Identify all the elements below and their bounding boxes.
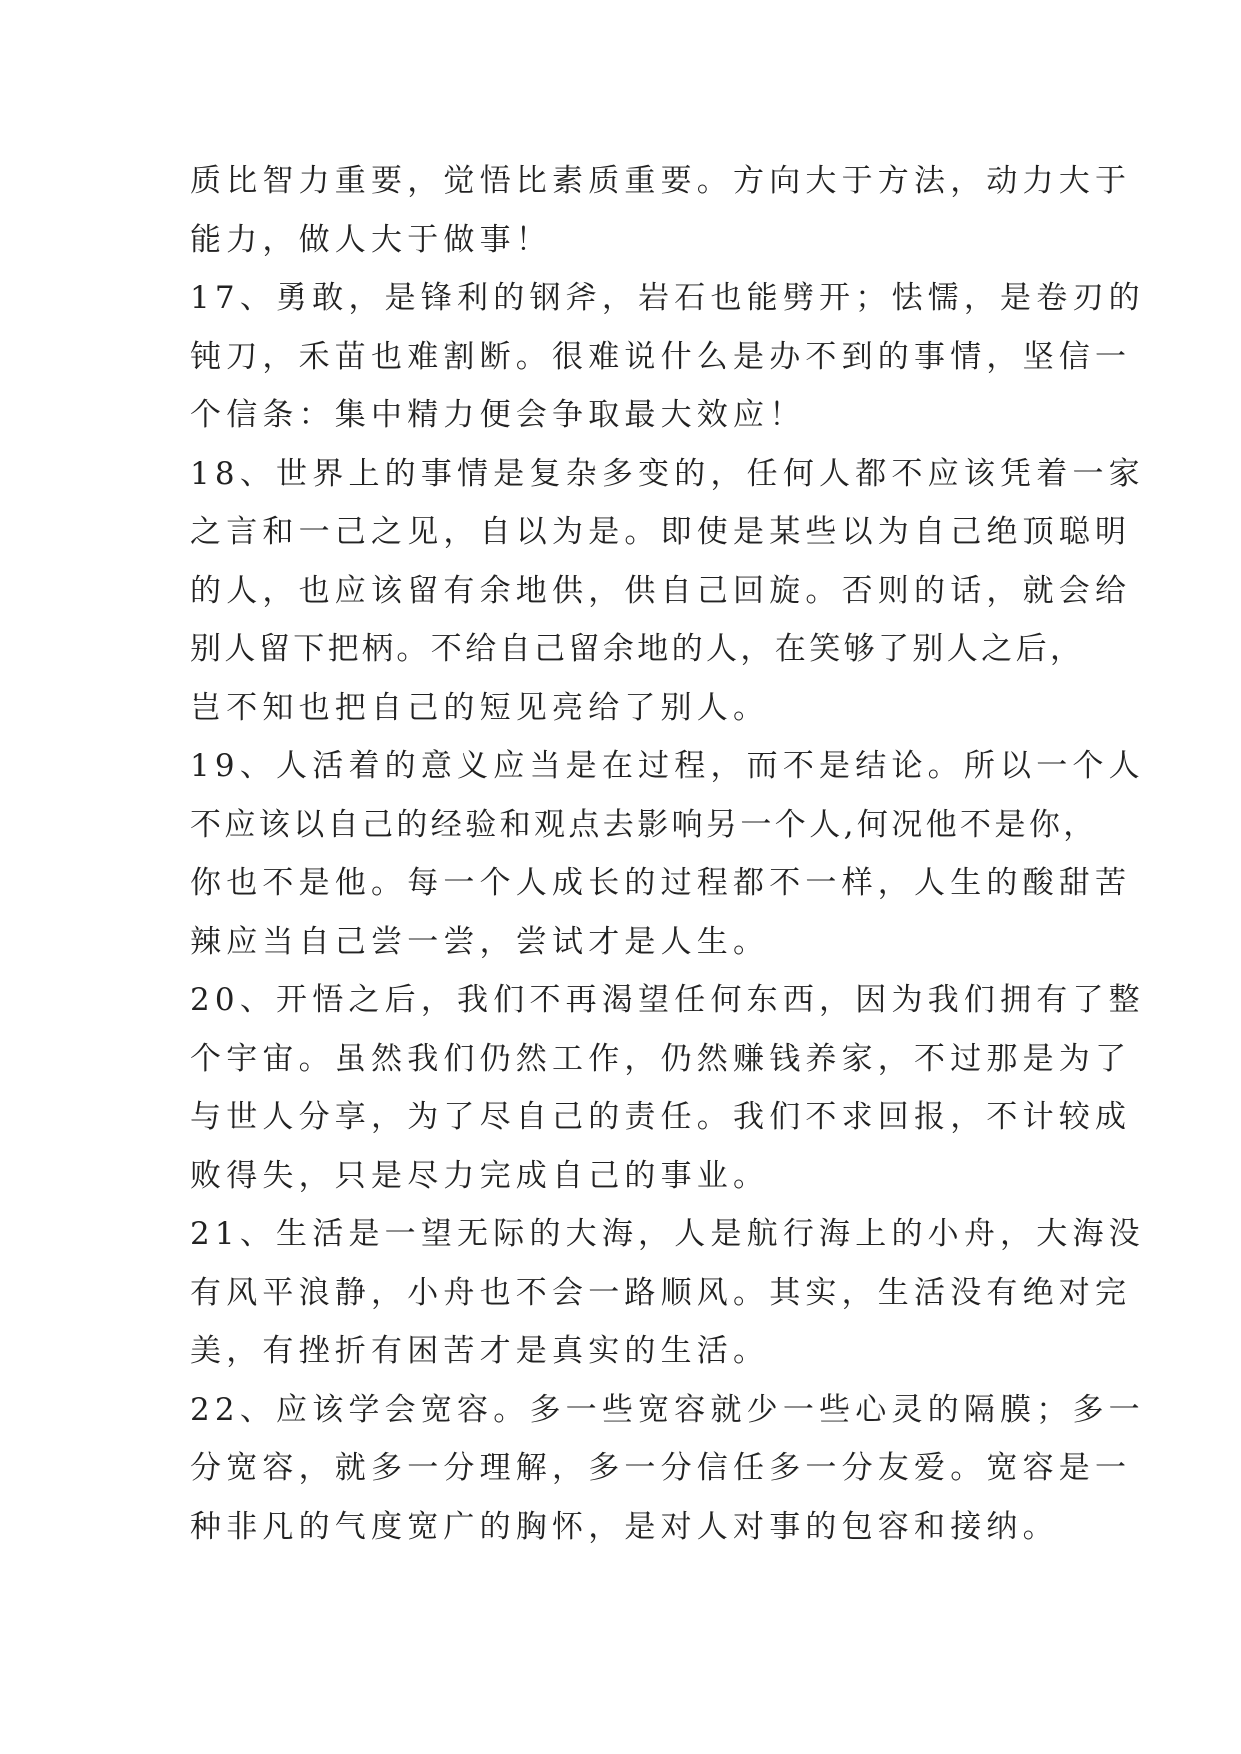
text-line: 岂不知也把自己的短见亮给了别人。 xyxy=(190,689,770,726)
text-line: 钝刀，禾苗也难割断。很难说什么是办不到的事情，坚信一 xyxy=(190,338,1132,375)
document-body xyxy=(190,152,1145,1556)
text-line: 21、生活是一望无际的大海，人是航行海上的小舟，大海没 xyxy=(190,1216,1145,1252)
text-line: 个信条：集中精力便会争取最大效应！ xyxy=(190,397,806,433)
text-line: 能力，做人大于做事！ xyxy=(190,221,552,258)
text-line: 个宇宙。虽然我们仍然工作，仍然赚钱养家，不过那是为了 xyxy=(190,1040,1132,1077)
text-line: 18、世界上的事情是复杂多变的，任何人都不应该凭着一家 xyxy=(190,455,1145,492)
text-line: 败得失，只是尽力完成自己的事业。 xyxy=(190,1157,770,1194)
text-line: 17、勇敢，是锋利的钢斧，岩石也能劈开；怯懦，是卷刃的 xyxy=(190,280,1145,316)
text-line: 不应该以自己的经验和观点去影响另一个人,何况他不是你， xyxy=(190,806,1098,843)
text-line: 种非凡的气度宽广的胸怀，是对人对事的包容和接纳。 xyxy=(190,1508,1059,1545)
text-line: 与世人分享，为了尽自己的责任。我们不求回报，不计较成 xyxy=(190,1099,1132,1135)
text-line: 美，有挫折有困苦才是真实的生活。 xyxy=(190,1333,770,1369)
text-line: 22、应该学会宽容。多一些宽容就少一些心灵的隔膜；多一 xyxy=(190,1391,1145,1428)
text-line: 19、人活着的意义应当是在过程，而不是结论。所以一个人 xyxy=(190,748,1145,784)
text-line: 有风平浪静，小舟也不会一路顺风。其实，生活没有绝对完 xyxy=(190,1274,1132,1311)
text-line: 20、开悟之后，我们不再渴望任何东西，因为我们拥有了整 xyxy=(190,982,1145,1018)
text-line: 辣应当自己尝一尝，尝试才是人生。 xyxy=(190,923,770,960)
text-line: 之言和一己之见，自以为是。即使是某些以为自己绝顶聪明 xyxy=(190,514,1132,550)
text-line: 质比智力重要，觉悟比素质重要。方向大于方法，动力大于 xyxy=(190,163,1132,199)
text-line: 分宽容，就多一分理解，多一分信任多一分友爱。宽容是一 xyxy=(190,1450,1132,1486)
text-line: 你也不是他。每一个人成长的过程都不一样，人生的酸甜苦 xyxy=(190,865,1132,901)
text-line: 别人留下把柄。不给自己留余地的人，在笑够了别人之后， xyxy=(190,631,1085,667)
text-line: 的人，也应该留有余地供，供自己回旋。否则的话，就会给 xyxy=(190,572,1132,609)
